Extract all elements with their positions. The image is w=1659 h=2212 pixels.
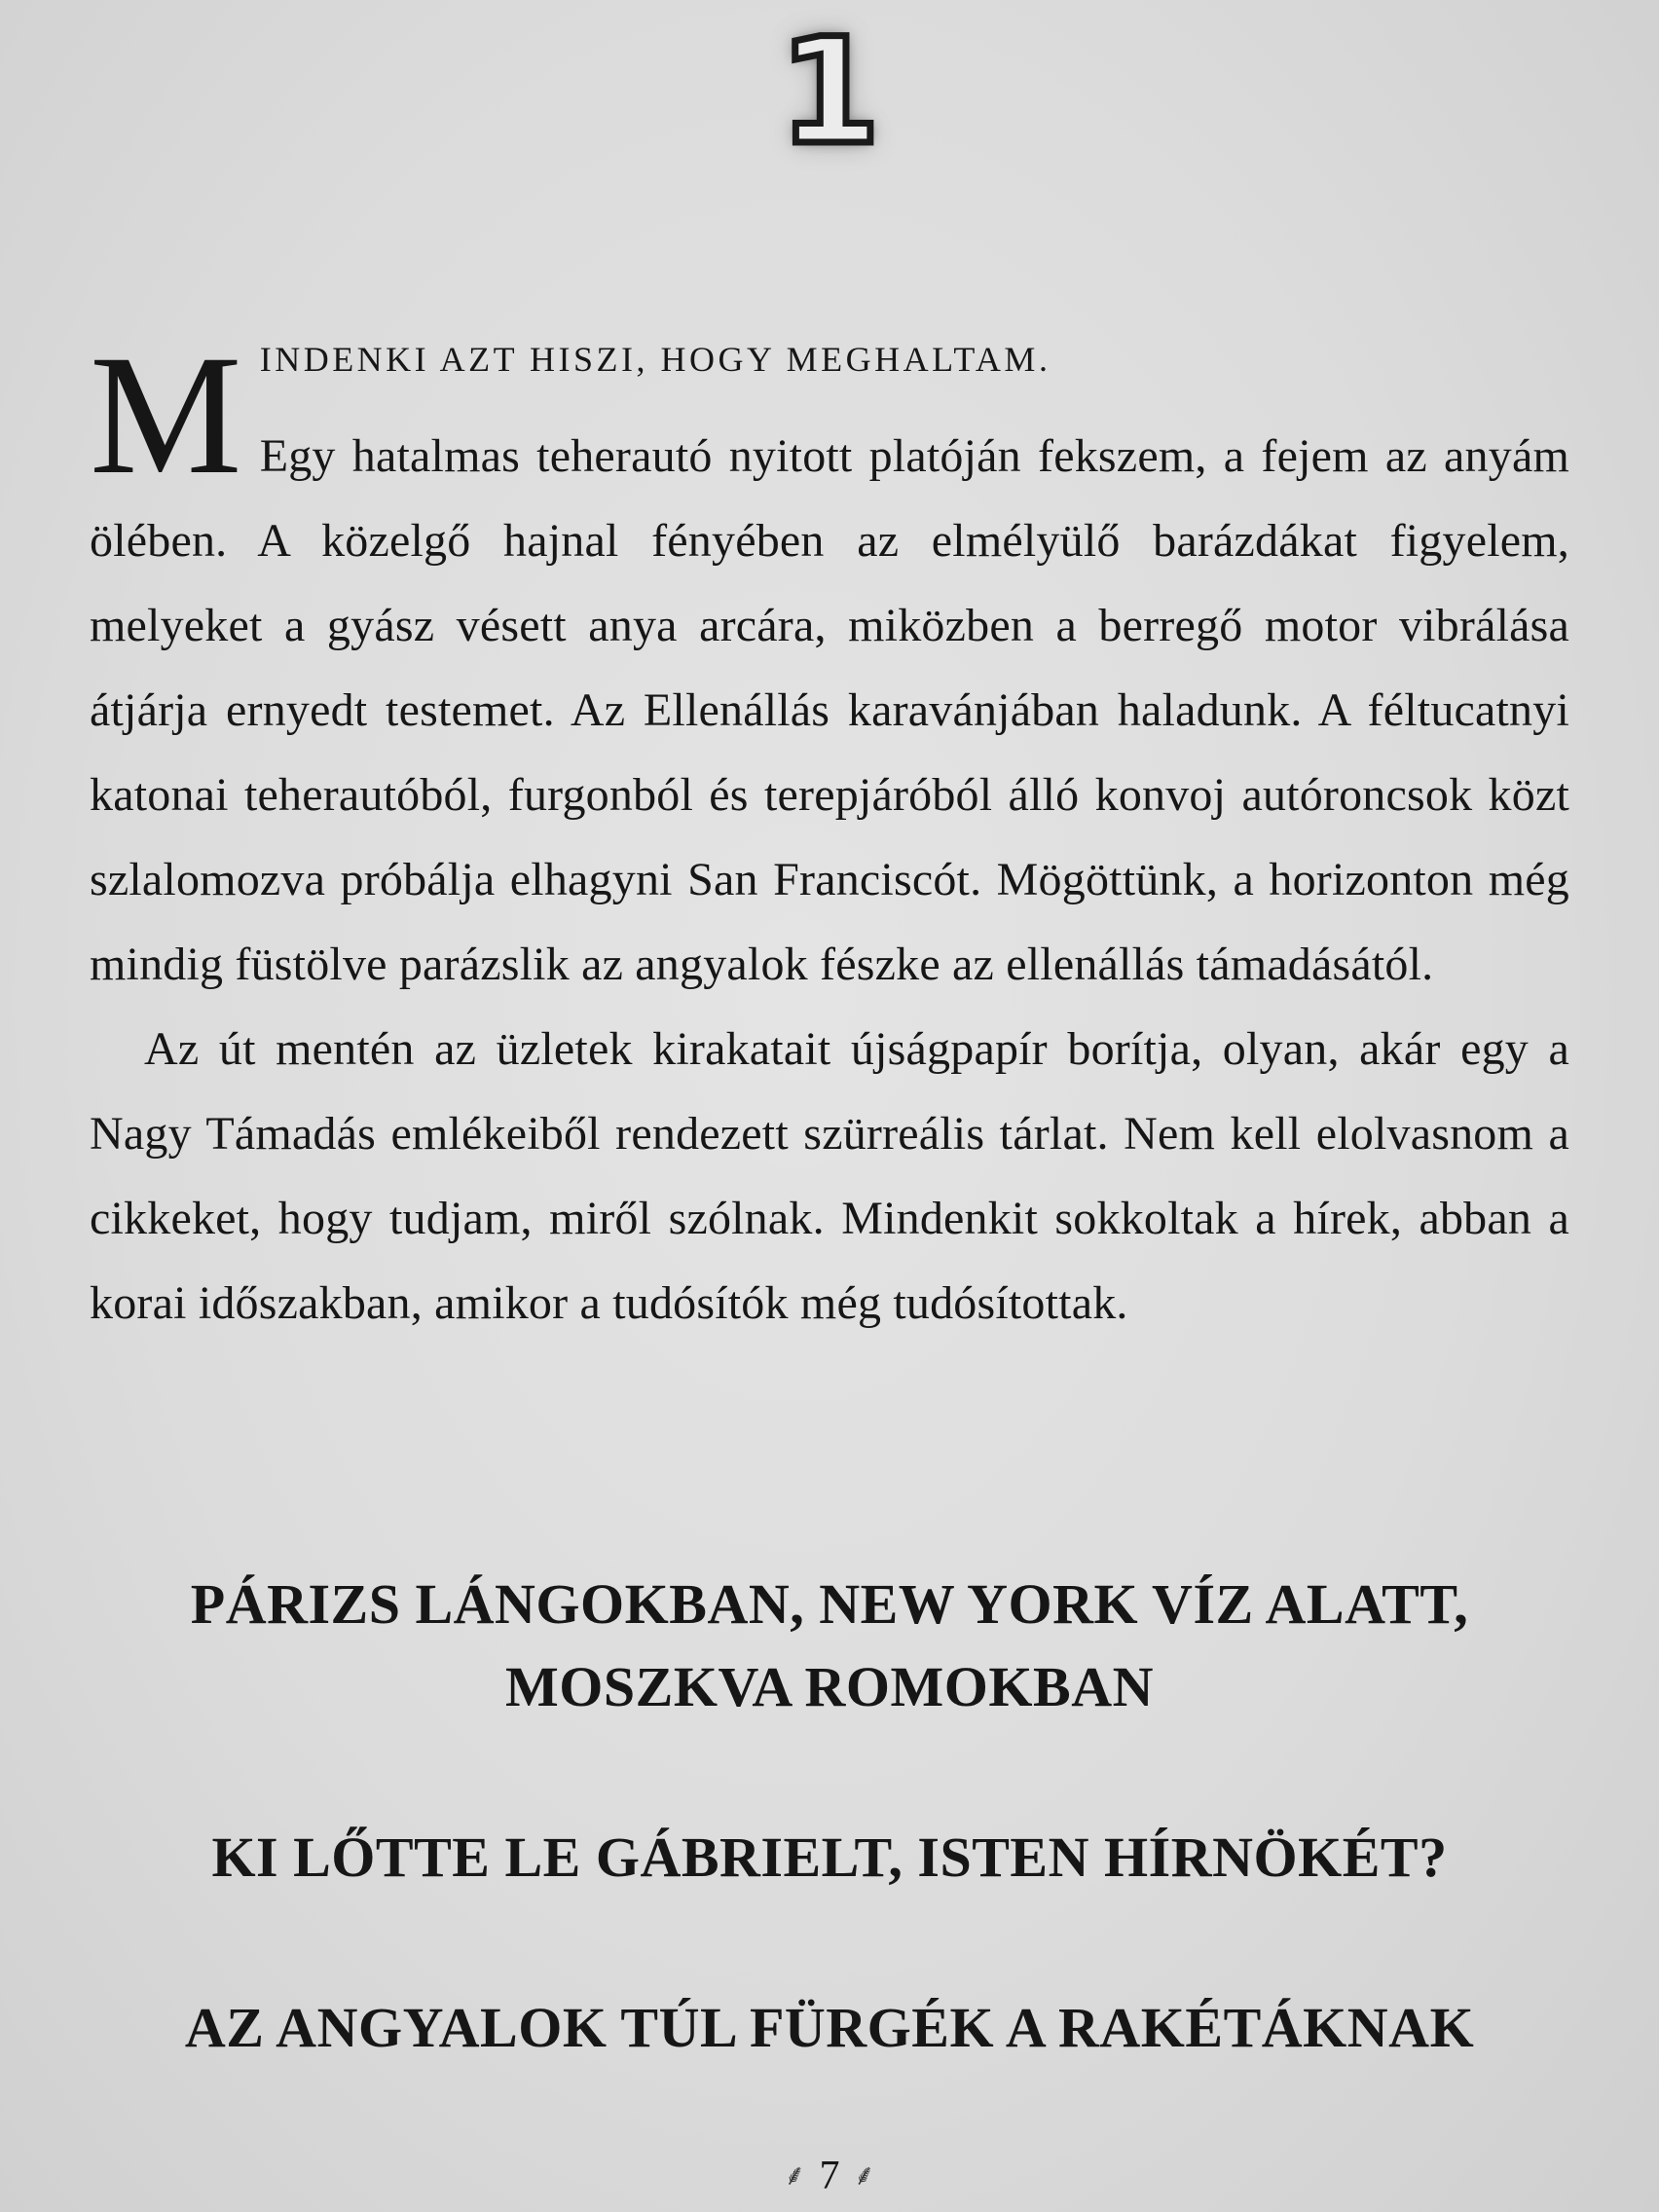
page-footer — [0, 2152, 1659, 2200]
headline-1-line-2: MOSZKVA ROMOKBAN — [505, 1655, 1154, 1718]
page-number: 7 — [819, 2154, 840, 2198]
headline-3: AZ ANGYALOK TÚL FÜRGÉK A RAKÉTÁKNAK — [184, 1996, 1475, 2059]
newspaper-headlines — [0, 1563, 1659, 2069]
ornament-left-icon: ⸙ — [784, 2159, 806, 2192]
headline-1 — [0, 1563, 1659, 1728]
paragraph-2: Az út mentén az üzletek kirakatait újságpapír borítja, olyan, akár egy a Nagy Támadás emlékeiből rendezett szürreális tárlat. Nem kell elolvasnom a cikkeket, hogy tudjam, miről szólnak. Mindenkit sokkoltak a hírek, abban a korai időszakban, amikor a tudósítók még tudósítottak. — [90, 1023, 1569, 1329]
opening-paragraph — [90, 320, 1569, 1007]
chapter-number: 1 — [778, 8, 881, 177]
headline-2: KI LŐTTE LE GÁBRIELT, ISTEN HÍRNÖKÉT? — [211, 1825, 1448, 1889]
ornament-right-icon: ⸙ — [853, 2159, 875, 2192]
paragraph-1-text: Egy hatalmas teherautó nyitott platóján fekszem, a fejem az anyám ölében. A közelgő hajnal fényében az elmélyülő barázdákat figyelem, melyeket a gyász vésett anya arcára, miközben a berregő motor vibrálása átjárja ernyedt testemet. Az Ellenállás karavánjában haladunk. A féltucatnyi katonai teherautóból, furgonból és terepjáróból álló konvoj autóroncsok közt szlalomozva próbálja elhagyni San Franciscót. Mögöttünk, a horizonton még mindig füstölve parázslik az angyalok fészke az ellenállás támadásától. — [90, 430, 1569, 990]
drop-cap: M — [90, 320, 242, 510]
headline-1-line-1: PÁRIZS LÁNGOKBAN, NEW YORK VÍZ ALATT, — [190, 1572, 1469, 1636]
lead-in-small-caps: INDENKI AZT HISZI, HOGY MEGHALTAM. — [259, 340, 1051, 379]
chapter-body — [90, 320, 1569, 1346]
